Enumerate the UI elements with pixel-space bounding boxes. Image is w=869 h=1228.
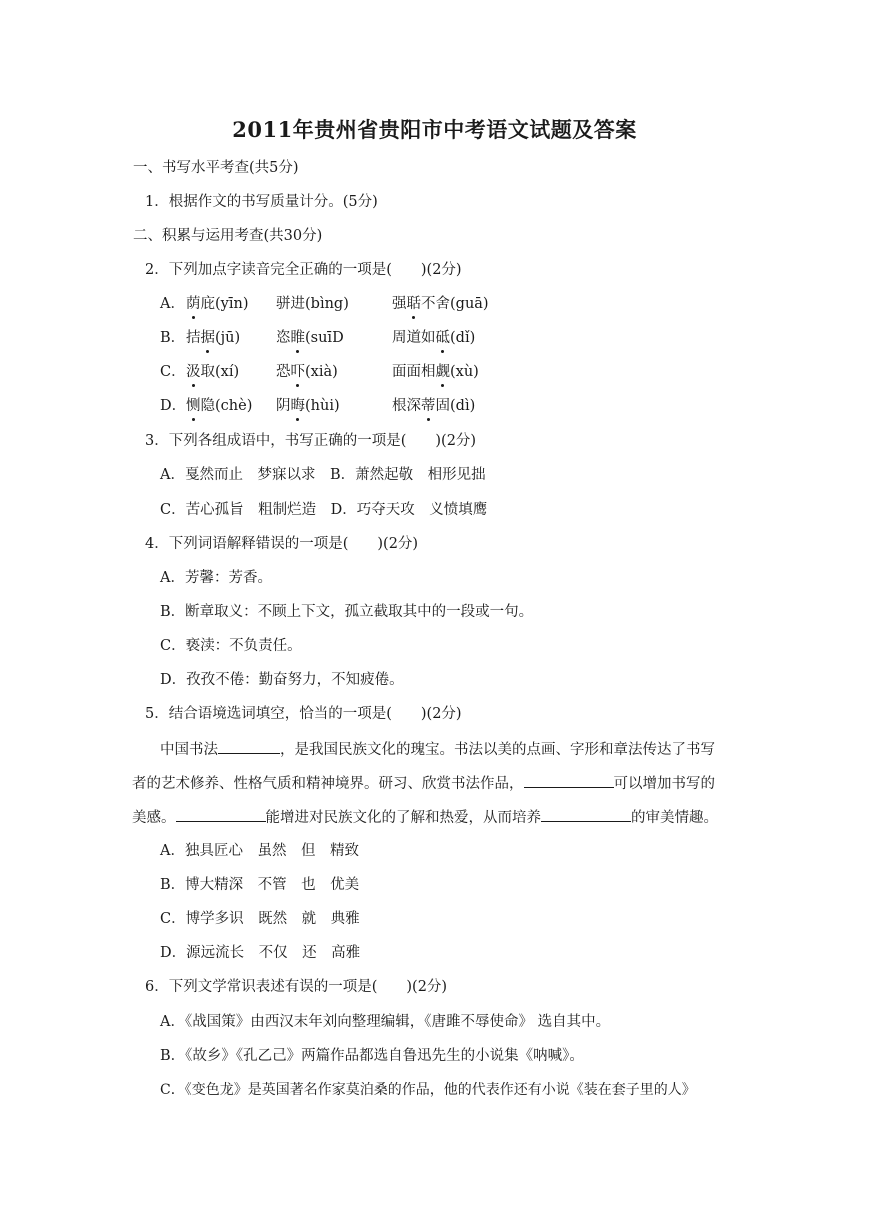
q4-option-d: D．孜孜不倦：勤奋努力，不知疲倦。 bbox=[160, 672, 404, 688]
q4-option-a: A．芳馨：芳香。 bbox=[160, 570, 272, 586]
fill-blank bbox=[524, 773, 614, 788]
emphasis-dot: 砥 bbox=[435, 330, 450, 346]
page-title: 2011年贵州省贵阳市中考语文试题及答案 bbox=[232, 117, 637, 142]
q4-option-b: B．断章取义：不顾上下文，孤立截取其中的一段或一句。 bbox=[160, 604, 534, 620]
q2-option-b-label: B． bbox=[160, 330, 186, 346]
q4-option-c: C．亵渎：不负责任。 bbox=[160, 638, 302, 654]
q5-option-c: C．博学多识 既然 就 典雅 bbox=[160, 911, 360, 927]
emphasis-dot: 汲 bbox=[186, 364, 201, 380]
question-4-stem: 4．下列词语解释错误的一项是( )(2分) bbox=[145, 536, 419, 552]
emphasis-dot: 吓 bbox=[290, 364, 305, 380]
question-6-stem: 6．下列文学常识表述有误的一项是( )(2分) bbox=[145, 979, 448, 995]
q2-option-d-item-2: 阴晦(hùi) bbox=[276, 398, 340, 414]
fill-blank bbox=[541, 807, 631, 822]
section-heading-1: 一、书写水平考查(共5分) bbox=[133, 160, 299, 176]
q5-option-d: D．源远流长 不仅 还 高雅 bbox=[160, 945, 361, 961]
emphasis-dot: 蒂 bbox=[421, 398, 436, 414]
q6-option-b: B．《故乡》《孔乙己》两篇作品都选自鲁迅先生的小说集《呐喊》。 bbox=[160, 1048, 584, 1064]
q5-passage-line-2: 者的艺术修养、性格气质和精神境界。研习、欣赏书法作品， 可以增加书写的 bbox=[132, 773, 715, 794]
q5-passage-line-3: 美感。 能增进对民族文化的了解和热爱，从而培养 的审美情趣。 bbox=[132, 807, 718, 828]
emphasis-dot: 聒 bbox=[406, 296, 421, 312]
q2-option-b-item-3: 周道如砥(dǐ) bbox=[392, 330, 476, 346]
section-heading-2: 二、积累与运用考查(共30分) bbox=[133, 228, 323, 244]
q3-options-ab: A．戛然而止 梦寐以求 B．萧然起敬 相形见拙 bbox=[160, 467, 486, 483]
q5-option-b: B．博大精深 不管 也 优美 bbox=[160, 877, 360, 893]
q2-option-b-item-2: 恣睢(suīD bbox=[276, 330, 344, 346]
q2-option-a-label: A． bbox=[160, 296, 185, 312]
q2-option-d-item-1: 恻隐(chè) bbox=[186, 398, 253, 414]
emphasis-dot: 恻 bbox=[186, 398, 201, 414]
q6-option-a: A．《战国策》由西汉末年刘向整理编辑，《唐雎不辱使命》 选自其中。 bbox=[160, 1014, 611, 1030]
q3-options-cd: C．苦心孤旨 粗制烂造 D．巧夺天攻 义愤填鹰 bbox=[160, 502, 488, 518]
q2-option-a-item-3: 强聒不舍(guā) bbox=[392, 296, 489, 312]
q5-option-a: A．独具匠心 虽然 但 精致 bbox=[160, 843, 359, 859]
q2-option-a-item-1: 荫庇(yīn) bbox=[186, 296, 249, 312]
question-1: 1．根据作文的书写质量计分。(5分) bbox=[145, 194, 378, 210]
emphasis-dot: 晦 bbox=[290, 398, 305, 414]
q2-option-d-label: D． bbox=[160, 398, 187, 414]
emphasis-dot: 荫 bbox=[186, 296, 201, 312]
q2-option-d-item-3: 根深蒂固(dì) bbox=[392, 398, 476, 414]
emphasis-dot: 觑 bbox=[435, 364, 450, 380]
q6-option-c: C．《变色龙》是英国著名作家莫泊桑的作品，他的代表作还有小说《装在套子里的人》 bbox=[160, 1082, 696, 1098]
question-5-stem: 5．结合语境选词填空，恰当的一项是( )(2分) bbox=[145, 706, 462, 722]
q5-passage-line-1: 中国书法 ，是我国民族文化的瑰宝。书法以美的点画、字形和章法传达了书写 bbox=[160, 739, 715, 760]
q2-option-c-label: C． bbox=[160, 364, 186, 380]
q2-option-c-item-2: 恐吓(xià) bbox=[276, 364, 338, 380]
emphasis-dot: 睢 bbox=[290, 330, 305, 346]
q2-option-b-item-1: 拮据(jū) bbox=[186, 330, 241, 346]
q2-option-c-item-3: 面面相觑(xù) bbox=[392, 364, 479, 380]
fill-blank bbox=[218, 739, 280, 754]
fill-blank bbox=[176, 807, 266, 822]
question-3-stem: 3．下列各组成语中，书写正确的一项是( )(2分) bbox=[145, 433, 477, 449]
q2-option-c-item-1: 汲取(xí) bbox=[186, 364, 240, 380]
question-2-stem: 2．下列加点字读音完全正确的一项是( )(2分) bbox=[145, 262, 462, 278]
emphasis-dot: 据 bbox=[200, 330, 215, 346]
q2-option-a-item-2: 骈进(bìng) bbox=[276, 296, 349, 312]
